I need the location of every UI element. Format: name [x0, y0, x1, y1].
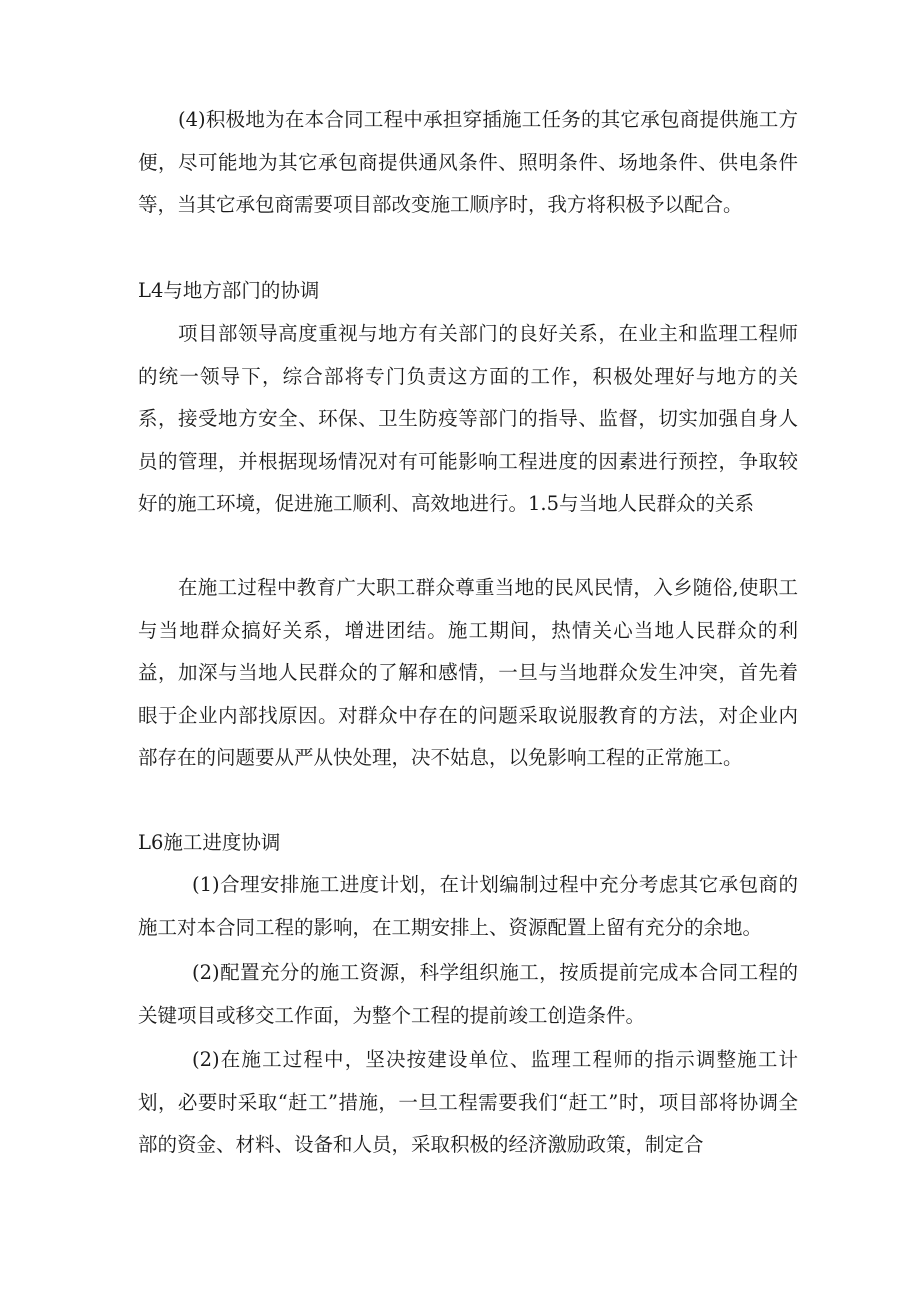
paragraph-schedule-item-2: (2)配置充分的施工资源，科学组织施工，按质提前完成本合同工程的关键项目或移交工作面，为整个工程的提前竣工创造条件。 — [138, 961, 798, 1027]
paragraph-schedule-item-3: (2)在施工过程中，坚决按建设单位、监理工程师的指示调整施工计划，必要时采取“赶工”措施，一旦工程需要我们“赶工”时，项目部将协调全部的资金、材料、设备和人员，采取积极的经济激励政策，制定合 — [138, 1048, 798, 1156]
paragraph-coordination-with-contractors: (4)积极地为在本合同工程中承担穿插施工任务的其它承包商提供施工方便，尽可能地为其它承包商提供通风条件、照明条件、场地条件、供电条件等，当其它承包商需要项目部改变施工顺序时，我方将积极予以配合。 — [138, 108, 798, 216]
paragraph-local-departments: 项目部领导高度重视与地方有关部门的良好关系，在业主和监理工程师的统一领导下，综合部将专门负责这方面的工作，积极处理好与地方的关系，接受地方安全、环保、卫生防疫等部门的指导、监督，切实加强自身人员的管理，并根据现场情况对有可能影响工程进度的因素进行预控，争取较好的施工环境，促进施工顺利、高效地进行。1.5与当地人民群众的关系 — [138, 322, 798, 515]
paragraph-local-residents: 在施工过程中教育广大职工群众尊重当地的民风民情，入乡随俗,使职工与当地群众搞好关系，增进团结。施工期间，热情关心当地人民群众的利益，加深与当地人民群众的了解和感情，一旦与当地群众发生冲突，首先着眼于企业内部找原因。对群众中存在的问题采取说服教育的方法，对企业内部存在的问题要从严从快处理，决不姑息，以免影响工程的正常施工。 — [138, 576, 798, 769]
section-heading-local-departments: L4与地方部门的协调 — [138, 279, 320, 302]
section-heading-schedule-coordination: L6施工进度协调 — [138, 831, 281, 854]
paragraph-schedule-item-1: (1)合理安排施工进度计划，在计划编制过程中充分考虑其它承包商的施工对本合同工程的影响，在工期安排上、资源配置上留有充分的余地。 — [138, 873, 798, 939]
